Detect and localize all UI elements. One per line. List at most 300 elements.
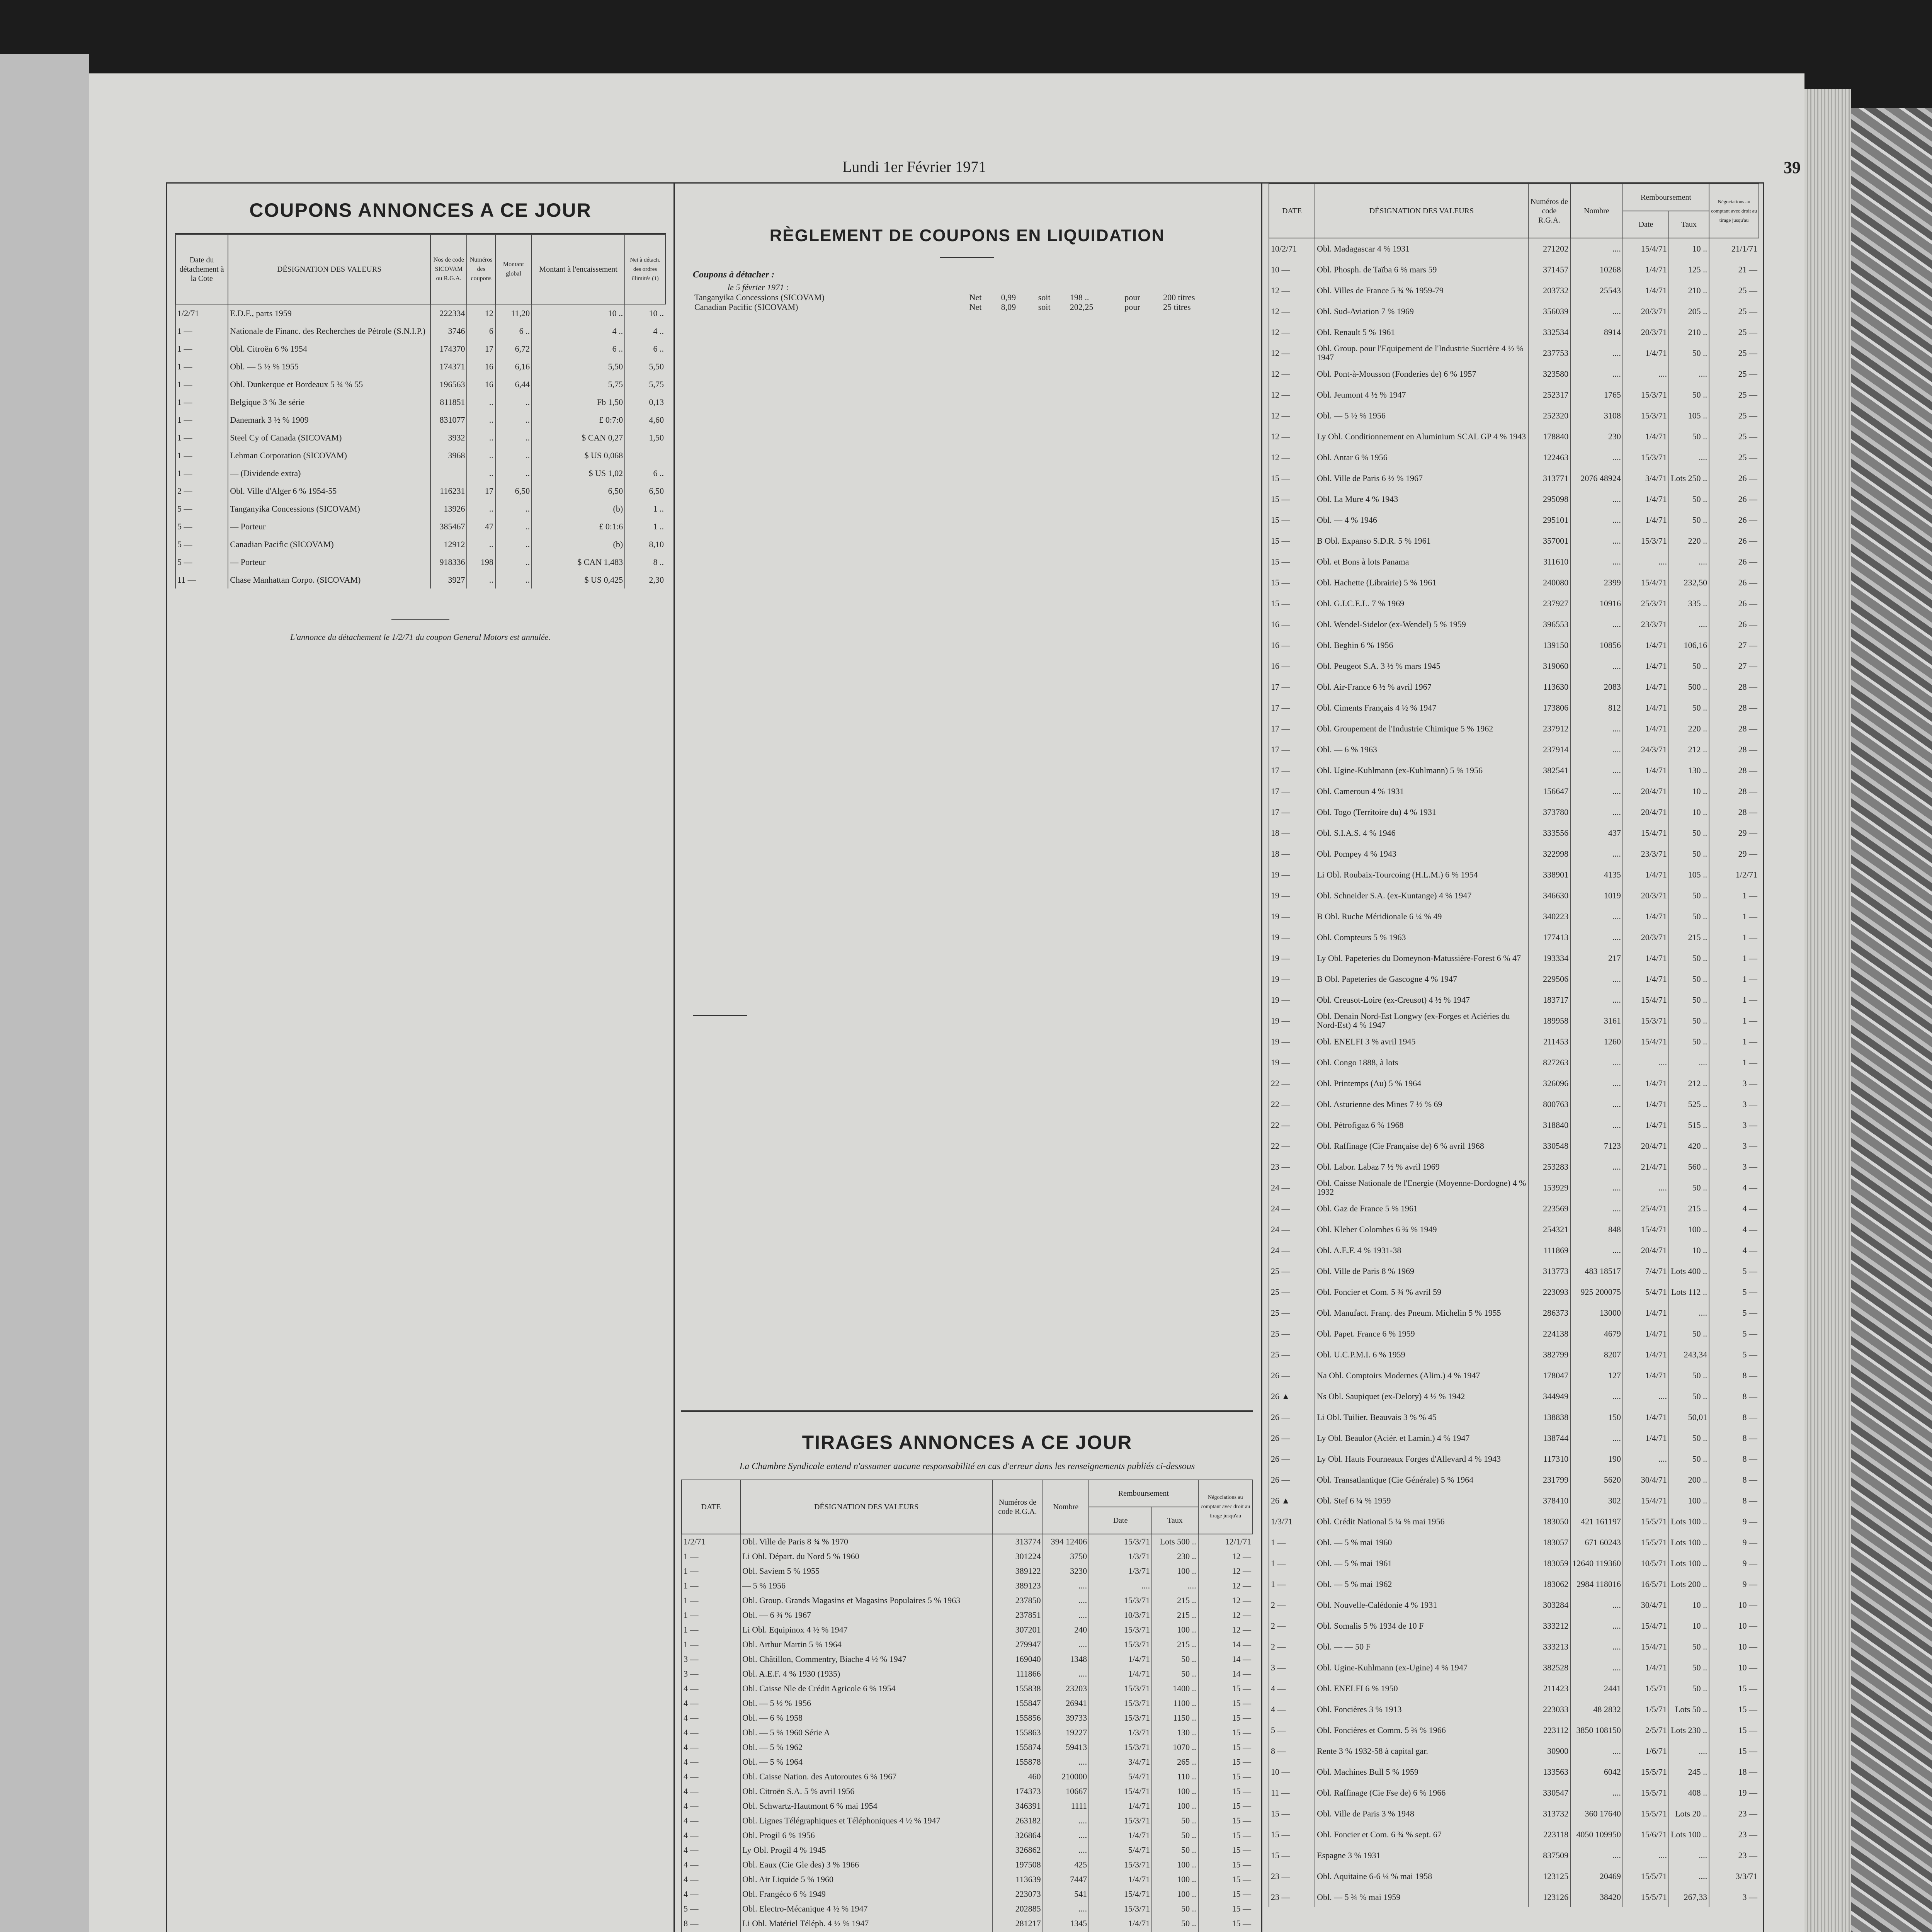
table-cell: 26 —	[1709, 614, 1759, 634]
table-cell: 15/4/71	[1623, 822, 1669, 843]
table-row	[175, 517, 665, 535]
table-row	[1269, 1177, 1759, 1198]
table-cell: Li Obl. Tuilier. Beauvais 3 % % 45	[1315, 1406, 1528, 1427]
table-cell: 22 —	[1269, 1114, 1315, 1135]
table-cell: Obl. Togo (Territoire du) 4 % 1931	[1315, 801, 1528, 822]
table-cell: 200 titres	[1163, 293, 1195, 302]
table-cell: 4 —	[682, 1754, 740, 1769]
table-cell: 253283	[1528, 1156, 1570, 1177]
table-cell: 50 ..	[1669, 1010, 1709, 1031]
table-cell: Obl. Beghin 6 % 1956	[1315, 634, 1528, 655]
table-row	[1269, 1198, 1759, 1219]
table-cell: 21 —	[1709, 259, 1759, 280]
table-cell: 6	[467, 322, 495, 340]
table-cell: ....	[1570, 781, 1623, 801]
table-cell: 4 —	[682, 1872, 740, 1886]
table-cell: 1/3/71	[1089, 1563, 1152, 1578]
table-cell: 1/4/71	[1089, 1872, 1152, 1886]
table-cell: Tanganyika Concessions (SICOVAM)	[228, 500, 430, 517]
table-cell: 12 —	[1269, 363, 1315, 384]
table-cell: 3 —	[682, 1651, 740, 1666]
table-cell: 1 —	[175, 340, 228, 357]
table-cell: 223093	[1528, 1281, 1570, 1302]
table-cell: 38420	[1570, 1886, 1623, 1907]
col-header-nombre: Nombre	[1570, 184, 1623, 238]
table-cell: Obl. Crédit National 5 ¼ % mai 1956	[1315, 1511, 1528, 1532]
table-cell: Obl. — 5 ½ % 1956	[740, 1696, 992, 1710]
table-cell: Obl. Eaux (Cie Gle des) 3 % 1966	[740, 1857, 992, 1872]
table-cell: 183059	[1528, 1553, 1570, 1573]
table-cell	[625, 446, 665, 464]
coupons-title: COUPONS ANNONCES A CE JOUR	[249, 199, 592, 221]
table-cell: 15 —	[1269, 488, 1315, 509]
table-cell: ....	[1570, 1073, 1623, 1094]
table-cell: 17 —	[1269, 676, 1315, 697]
table-cell: $ CAN 0,27	[532, 429, 625, 446]
table-cell: Obl. Caisse Nle de Crédit Agricole 6 % 1954	[740, 1681, 992, 1696]
table-cell: 15/5/71	[1623, 1782, 1669, 1803]
table-cell: 15/4/71	[1623, 1636, 1669, 1657]
table-cell: — 5 % 1956	[740, 1578, 992, 1593]
table-cell: 4 —	[1709, 1177, 1759, 1198]
table-cell: 8,10	[625, 535, 665, 553]
table-cell: 1/4/71	[1089, 1651, 1152, 1666]
table-cell: 313774	[992, 1534, 1043, 1549]
table-cell: 326862	[992, 1842, 1043, 1857]
table-cell: Obl. Pont-à-Mousson (Fonderies de) 6 % 1957	[1315, 363, 1528, 384]
table-cell: Obl. Ville d'Alger 6 % 1954-55	[228, 482, 430, 500]
table-row	[1269, 676, 1759, 697]
table-row	[1269, 1281, 1759, 1302]
table-cell: $ US 0,425	[532, 571, 625, 588]
table-cell: 50 ..	[1669, 488, 1709, 509]
table-row	[1269, 1845, 1759, 1866]
table-cell: ..	[467, 571, 495, 588]
table-cell: 19 —	[1269, 1010, 1315, 1031]
table-cell: Ly Obl. Hauts Fourneaux Forges d'Allevard 4 % 1943	[1315, 1448, 1528, 1469]
table-cell: 3968	[430, 446, 467, 464]
table-cell: 48 2832	[1570, 1699, 1623, 1719]
table-row	[1269, 1386, 1759, 1406]
table-cell: 23 —	[1269, 1886, 1315, 1907]
table-cell: Obl. Citroën 6 % 1954	[228, 340, 430, 357]
table-cell: 4050 109950	[1570, 1824, 1623, 1845]
table-cell: 25 —	[1269, 1260, 1315, 1281]
table-cell: ....	[1669, 1302, 1709, 1323]
table-cell: 1 —	[1709, 1010, 1759, 1031]
table-cell: 7447	[1043, 1872, 1089, 1886]
table-cell: Belgique 3 % 3e série	[228, 393, 430, 411]
tirages-title: TIRAGES ANNONCES A CE JOUR	[802, 1432, 1133, 1453]
table-row	[175, 304, 665, 322]
table-row	[1269, 843, 1759, 864]
table-cell: 50 ..	[1669, 1678, 1709, 1699]
table-cell: 4 —	[682, 1769, 740, 1784]
table-cell: 15 —	[1198, 1769, 1253, 1784]
table-cell: Obl. — 5 % mai 1960	[1315, 1532, 1528, 1553]
table-cell: 1/4/71	[1623, 1323, 1669, 1344]
table-cell: 20/4/71	[1623, 781, 1669, 801]
table-cell: 3/4/71	[1089, 1754, 1152, 1769]
table-cell: 4 —	[682, 1784, 740, 1798]
coupons-section	[175, 184, 666, 1932]
table-cell: 116231	[430, 482, 467, 500]
table-cell: 25/3/71	[1623, 593, 1669, 614]
table-cell: 22 —	[1269, 1094, 1315, 1114]
table-cell: 10/2/71	[1269, 238, 1315, 259]
table-cell: ....	[1570, 1052, 1623, 1073]
table-cell: Lots 500 ..	[1152, 1534, 1198, 1549]
table-cell: 8 ..	[625, 553, 665, 571]
table-cell: 295101	[1528, 509, 1570, 530]
table-cell: 6,50	[625, 482, 665, 500]
table-cell: Obl. Saviem 5 % 1955	[740, 1563, 992, 1578]
table-cell: 50 ..	[1669, 822, 1709, 843]
table-cell: 223569	[1528, 1198, 1570, 1219]
table-cell: 237753	[1528, 342, 1570, 363]
table-row	[1269, 1532, 1759, 1553]
table-cell: 100 ..	[1152, 1563, 1198, 1578]
table-cell: Obl. Progil 6 % 1956	[740, 1828, 992, 1842]
table-cell: 11 —	[1269, 1782, 1315, 1803]
table-cell: Obl. Châtillon, Commentry, Biache 4 ½ % 1947	[740, 1651, 992, 1666]
table-cell: Obl. Villes de France 5 ¾ % 1959-79	[1315, 280, 1528, 301]
table-cell: Obl. Hachette (Librairie) 5 % 1961	[1315, 572, 1528, 593]
table-cell: ....	[1570, 1177, 1623, 1198]
table-cell: 50 ..	[1152, 1916, 1198, 1930]
table-cell: 15 —	[1198, 1798, 1253, 1813]
table-cell: ..	[495, 500, 532, 517]
table-row	[1269, 238, 1759, 259]
table-cell: 295098	[1528, 488, 1570, 509]
table-cell: 318840	[1528, 1114, 1570, 1135]
table-row	[682, 1916, 1253, 1930]
marbled-book-edge	[1851, 108, 1932, 1932]
table-cell: 2 —	[175, 482, 228, 500]
table-cell: 17 —	[1269, 801, 1315, 822]
table-row	[1269, 1156, 1759, 1177]
table-cell: 10 ..	[532, 304, 625, 322]
table-row	[1269, 1240, 1759, 1260]
table-cell: 25 —	[1709, 342, 1759, 363]
table-cell: 25 —	[1709, 321, 1759, 342]
table-cell: 1/3/71	[1089, 1725, 1152, 1740]
table-cell: Obl. Papet. France 6 % 1959	[1315, 1323, 1528, 1344]
table-row	[1269, 1866, 1759, 1886]
table-cell: 3 —	[1709, 1073, 1759, 1094]
table-row	[682, 1754, 1253, 1769]
table-cell: ..	[467, 429, 495, 446]
table-row	[1269, 530, 1759, 551]
table-cell: 25543	[1570, 280, 1623, 301]
table-cell: Obl. Raffinage (Cie Française de) 6 % avril 1968	[1315, 1135, 1528, 1156]
table-cell: 500 ..	[1669, 676, 1709, 697]
table-cell: 3746	[430, 322, 467, 340]
table-row	[175, 429, 665, 446]
table-cell: ....	[1043, 1593, 1089, 1607]
table-cell: ....	[1570, 551, 1623, 572]
table-cell: 15/3/71	[1089, 1593, 1152, 1607]
table-row	[1269, 634, 1759, 655]
table-cell: 2 —	[1269, 1636, 1315, 1657]
table-cell: 106,16	[1669, 634, 1709, 655]
table-cell: 1/4/71	[1623, 426, 1669, 447]
table-cell: $ US 1,02	[532, 464, 625, 482]
table-cell: 50 ..	[1669, 342, 1709, 363]
table-cell: 210 ..	[1669, 321, 1709, 342]
table-row	[1269, 927, 1759, 947]
table-cell: 4 —	[682, 1842, 740, 1857]
table-cell: 560 ..	[1669, 1156, 1709, 1177]
table-cell: 16 —	[1269, 614, 1315, 634]
table-cell: Obl. et Bons à lots Panama	[1315, 551, 1528, 572]
col-header-nombre: Nombre	[1043, 1480, 1089, 1534]
table-cell: 1/4/71	[1089, 1828, 1152, 1842]
right-column	[1269, 184, 1759, 1932]
table-cell: 12 —	[1198, 1549, 1253, 1563]
table-cell: Obl. Foncier et Com. 5 ¾ % avril 59	[1315, 1281, 1528, 1302]
table-row	[1269, 718, 1759, 739]
table-row	[1269, 1344, 1759, 1365]
table-cell: ..	[495, 446, 532, 464]
table-cell: Obl. Asturienne des Mines 7 ½ % 69	[1315, 1094, 1528, 1114]
table-cell: 1 ..	[625, 500, 665, 517]
table-row	[1269, 1135, 1759, 1156]
table-cell: 25 —	[1709, 405, 1759, 426]
table-cell: 15 —	[1269, 551, 1315, 572]
table-cell: 50 ..	[1669, 1323, 1709, 1344]
table-row	[1269, 1573, 1759, 1594]
table-cell: 20/4/71	[1623, 1240, 1669, 1260]
table-cell: 837509	[1528, 1845, 1570, 1866]
table-cell: 6,50	[532, 482, 625, 500]
table-row	[1269, 259, 1759, 280]
table-cell: 105 ..	[1669, 864, 1709, 885]
table-cell: 5 —	[175, 517, 228, 535]
table-cell: 4 —	[1709, 1240, 1759, 1260]
table-row	[175, 357, 665, 375]
table-cell: 10/3/71	[1089, 1607, 1152, 1622]
table-cell: 20/3/71	[1623, 927, 1669, 947]
table-cell: 800763	[1528, 1094, 1570, 1114]
table-cell: 389122	[992, 1563, 1043, 1578]
table-cell: 4 —	[1709, 1198, 1759, 1219]
table-cell: Obl. Compteurs 5 % 1963	[1315, 927, 1528, 947]
table-cell: Obl. Congo 1888, à lots	[1315, 1052, 1528, 1073]
tirages-table	[681, 1480, 1253, 1932]
table-cell: 23/3/71	[1623, 614, 1669, 634]
table-cell: 8914	[1570, 321, 1623, 342]
col-header-numeros: Numéros des coupons	[467, 235, 495, 304]
table-cell: 1260	[1570, 1031, 1623, 1052]
table-cell: Obl. — 5 % mai 1961	[1315, 1553, 1528, 1573]
table-row	[682, 1651, 1253, 1666]
table-cell: 1 —	[1269, 1532, 1315, 1553]
table-cell: ..	[495, 464, 532, 482]
table-cell: 10 ..	[1669, 1615, 1709, 1636]
table-cell: 50 ..	[1669, 1427, 1709, 1448]
table-cell: 1/2/71	[1709, 864, 1759, 885]
table-cell: 19 —	[1269, 927, 1315, 947]
table-cell: Steel Cy of Canada (SICOVAM)	[228, 429, 430, 446]
table-cell: ..	[495, 429, 532, 446]
table-cell: 19 —	[1269, 968, 1315, 989]
table-cell: Na Obl. Comptoirs Modernes (Alim.) 4 % 1947	[1315, 1365, 1528, 1386]
table-cell: 237851	[992, 1607, 1043, 1622]
col-header-remboursement: Remboursement	[1089, 1480, 1198, 1507]
table-cell: 10 —	[1709, 1636, 1759, 1657]
table-cell: 1/4/71	[1623, 342, 1669, 363]
table-row	[1269, 947, 1759, 968]
table-cell: 8 —	[1709, 1365, 1759, 1386]
table-cell: 17	[467, 482, 495, 500]
col-header-taux: Taux	[1669, 211, 1709, 238]
table-cell: 4 —	[682, 1681, 740, 1696]
table-cell: 6,16	[495, 357, 532, 375]
table-cell: 59413	[1043, 1740, 1089, 1754]
col-header-date: Date du détachement à la Cote	[175, 235, 228, 304]
table-cell	[1198, 1930, 1253, 1932]
table-cell: 210 ..	[1669, 280, 1709, 301]
table-cell: 4 —	[682, 1886, 740, 1901]
table-row	[682, 1696, 1253, 1710]
table-cell: 211453	[1528, 1031, 1570, 1052]
table-cell: 212 ..	[1669, 739, 1709, 760]
table-row	[175, 535, 665, 553]
table-cell: Obl. Stef 6 ¼ % 1959	[1315, 1490, 1528, 1511]
table-cell: 229506	[1528, 968, 1570, 989]
table-row	[1269, 1511, 1759, 1532]
col-header-negociations: Négociations au comptant avec droit au tirage jusqu'au	[1709, 184, 1759, 238]
table-row	[682, 1725, 1253, 1740]
table-cell: 5/4/71	[1623, 1281, 1669, 1302]
table-cell: 8 —	[1709, 1448, 1759, 1469]
table-cell: 224138	[1528, 1323, 1570, 1344]
table-cell: Obl. Schwartz-Hautmont 6 % mai 1954	[740, 1798, 992, 1813]
table-cell: 232,50	[1669, 572, 1709, 593]
table-cell	[740, 1930, 992, 1932]
table-cell: 20/3/71	[1623, 321, 1669, 342]
table-cell: 8 —	[1709, 1386, 1759, 1406]
table-cell: 357001	[1528, 530, 1570, 551]
table-cell: ....	[1570, 509, 1623, 530]
table-row	[175, 340, 665, 357]
table-cell: 50 ..	[1669, 1448, 1709, 1469]
table-row	[1269, 739, 1759, 760]
table-cell: 10 ..	[1669, 781, 1709, 801]
header-date: Lundi 1er Février 1971	[842, 158, 986, 175]
table-cell: 28 —	[1709, 697, 1759, 718]
table-cell: 385467	[430, 517, 467, 535]
table-row	[1269, 1010, 1759, 1031]
table-cell: 12 —	[1198, 1563, 1253, 1578]
table-cell: Obl. Cameroun 4 % 1931	[1315, 781, 1528, 801]
col-header-designation: DÉSIGNATION DES VALEURS	[740, 1480, 992, 1534]
table-row	[682, 1872, 1253, 1886]
table-cell: 15/5/71	[1623, 1803, 1669, 1824]
table-cell: Ly Obl. Beaulor (Aciér. et Lamin.) 4 % 1947	[1315, 1427, 1528, 1448]
table-cell: 252320	[1528, 405, 1570, 426]
table-cell: pour	[1124, 302, 1140, 312]
table-cell: Obl. Labor. Labaz 7 ½ % avril 1969	[1315, 1156, 1528, 1177]
table-cell: 1/4/71	[1623, 697, 1669, 718]
table-cell: Lots 100 ..	[1669, 1532, 1709, 1553]
table-cell: 382528	[1528, 1657, 1570, 1678]
table-cell: ....	[1570, 488, 1623, 509]
table-row	[682, 1666, 1253, 1681]
table-cell: ..	[495, 517, 532, 535]
table-cell: 28 —	[1709, 718, 1759, 739]
table-cell	[1043, 1930, 1089, 1932]
table-cell: 1 —	[682, 1607, 740, 1622]
table-row	[1269, 1719, 1759, 1740]
table-cell: 50 ..	[1669, 843, 1709, 864]
table-row	[175, 375, 665, 393]
table-cell: 346630	[1528, 885, 1570, 906]
table-cell: 198 ..	[1070, 293, 1089, 302]
table-row	[175, 411, 665, 429]
table-cell: 15 —	[1198, 1857, 1253, 1872]
table-cell: 371457	[1528, 259, 1570, 280]
table-cell: 138838	[1528, 1406, 1570, 1427]
table-cell: 24 —	[1269, 1240, 1315, 1260]
table-cell: 50 ..	[1152, 1666, 1198, 1681]
table-cell: 12640 119360	[1570, 1553, 1623, 1573]
table-row	[175, 464, 665, 482]
table-cell: ....	[1623, 551, 1669, 572]
table-row	[1269, 1824, 1759, 1845]
table-row	[1269, 301, 1759, 321]
table-cell: 26 —	[1709, 509, 1759, 530]
table-cell: 17 —	[1269, 739, 1315, 760]
table-cell: 12 —	[1269, 405, 1315, 426]
table-cell: 215 ..	[1152, 1607, 1198, 1622]
table-cell: 1345	[1043, 1916, 1089, 1930]
table-cell: 110 ..	[1152, 1769, 1198, 1784]
table-row	[682, 1828, 1253, 1842]
table-cell: 1/4/71	[1623, 1657, 1669, 1678]
table-cell: 1 —	[175, 429, 228, 446]
table-cell: 19 —	[1269, 1031, 1315, 1052]
table-cell: 223073	[992, 1886, 1043, 1901]
table-cell: 831077	[430, 411, 467, 429]
table-cell	[1152, 1930, 1198, 1932]
table-cell: 2 —	[1269, 1594, 1315, 1615]
table-cell: 26 —	[1709, 530, 1759, 551]
table-cell: 16	[467, 357, 495, 375]
table-cell: 15/3/71	[1623, 530, 1669, 551]
table-cell: 212 ..	[1669, 1073, 1709, 1094]
table-cell: 7123	[1570, 1135, 1623, 1156]
table-cell: 5 —	[175, 535, 228, 553]
table-cell: ....	[1043, 1901, 1089, 1916]
table-cell: ....	[1669, 1052, 1709, 1073]
table-cell: 1070 ..	[1152, 1740, 1198, 1754]
table-cell: 254321	[1528, 1219, 1570, 1240]
table-cell: 237850	[992, 1593, 1043, 1607]
table-cell: 26 —	[1269, 1448, 1315, 1469]
table-cell: Obl. Denain Nord-Est Longwy (ex-Forges et Aciéries du Nord-Est) 4 % 1947	[1315, 1010, 1528, 1031]
table-cell: 12/1/71	[1198, 1534, 1253, 1549]
table-cell: 13000	[1570, 1302, 1623, 1323]
table-cell: 3750	[1043, 1549, 1089, 1563]
table-cell: 827263	[1528, 1052, 1570, 1073]
table-cell: 27 —	[1709, 655, 1759, 676]
table-cell: 12 —	[1269, 384, 1315, 405]
table-cell: 2/5/71	[1623, 1719, 1669, 1740]
table-cell: 155856	[992, 1710, 1043, 1725]
table-cell: 15 —	[1198, 1916, 1253, 1930]
